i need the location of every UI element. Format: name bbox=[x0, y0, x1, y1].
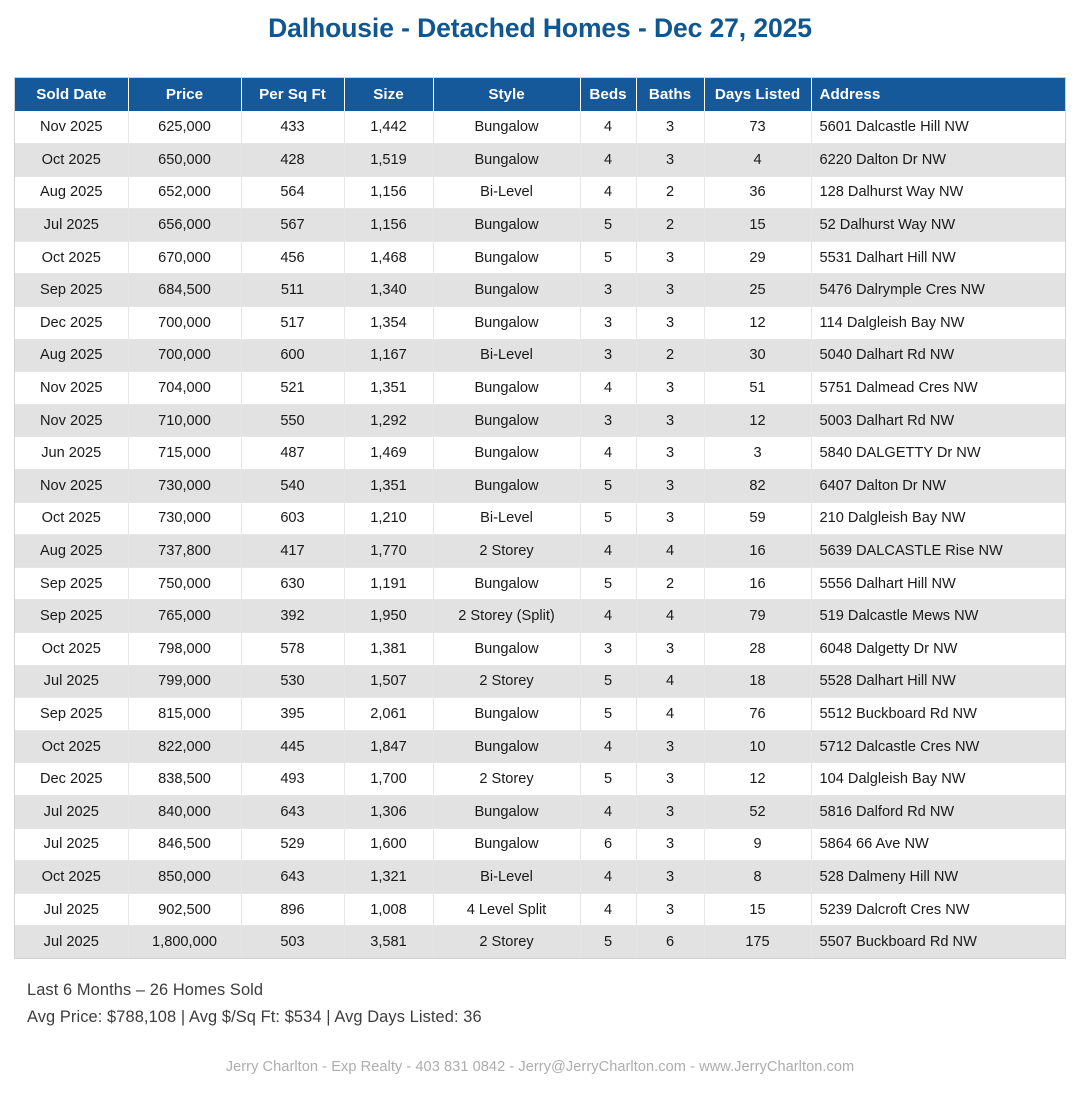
cell-address: 5040 Dalhart Rd NW bbox=[811, 339, 1065, 372]
page-title: Dalhousie - Detached Homes - Dec 27, 2025 bbox=[268, 13, 812, 43]
cell-days-listed: 82 bbox=[704, 470, 811, 503]
cell-sold-date: Dec 2025 bbox=[15, 307, 128, 340]
cell-style: 2 Storey bbox=[433, 926, 580, 959]
cell-per-sq-ft: 417 bbox=[241, 535, 344, 568]
cell-address: 5840 DALGETTY Dr NW bbox=[811, 437, 1065, 470]
cell-price: 625,000 bbox=[128, 111, 241, 144]
table-body bbox=[15, 111, 1065, 958]
sales-table-container bbox=[14, 77, 1066, 959]
cell-sold-date: Jul 2025 bbox=[15, 926, 128, 959]
cell-beds: 3 bbox=[580, 339, 636, 372]
cell-days-listed: 79 bbox=[704, 600, 811, 633]
table-row bbox=[15, 144, 1065, 177]
cell-address: 5639 DALCASTLE Rise NW bbox=[811, 535, 1065, 568]
cell-baths: 2 bbox=[636, 209, 704, 242]
cell-address: 5239 Dalcroft Cres NW bbox=[811, 893, 1065, 926]
table-row bbox=[15, 339, 1065, 372]
column-header-per-sq-ft[interactable]: Per Sq Ft bbox=[241, 78, 344, 111]
cell-style: Bungalow bbox=[433, 209, 580, 242]
cell-days-listed: 30 bbox=[704, 339, 811, 372]
cell-days-listed: 12 bbox=[704, 404, 811, 437]
cell-address: 104 Dalgleish Bay NW bbox=[811, 763, 1065, 796]
cell-address: 5864 66 Ave NW bbox=[811, 828, 1065, 861]
cell-days-listed: 15 bbox=[704, 209, 811, 242]
cell-days-listed: 175 bbox=[704, 926, 811, 959]
table-row bbox=[15, 926, 1065, 959]
cell-beds: 5 bbox=[580, 209, 636, 242]
table-row bbox=[15, 600, 1065, 633]
summary-block bbox=[27, 981, 482, 1035]
table-row bbox=[15, 372, 1065, 405]
cell-days-listed: 52 bbox=[704, 795, 811, 828]
cell-baths: 3 bbox=[636, 893, 704, 926]
cell-baths: 3 bbox=[636, 437, 704, 470]
cell-address: 5531 Dalhart Hill NW bbox=[811, 241, 1065, 274]
cell-sold-date: Oct 2025 bbox=[15, 502, 128, 535]
cell-sold-date: Oct 2025 bbox=[15, 633, 128, 666]
cell-price: 822,000 bbox=[128, 730, 241, 763]
cell-sold-date: Nov 2025 bbox=[15, 470, 128, 503]
cell-baths: 6 bbox=[636, 926, 704, 959]
cell-days-listed: 73 bbox=[704, 111, 811, 144]
cell-address: 114 Dalgleish Bay NW bbox=[811, 307, 1065, 340]
cell-per-sq-ft: 578 bbox=[241, 633, 344, 666]
cell-days-listed: 18 bbox=[704, 665, 811, 698]
cell-per-sq-ft: 530 bbox=[241, 665, 344, 698]
cell-per-sq-ft: 503 bbox=[241, 926, 344, 959]
cell-style: Bungalow bbox=[433, 144, 580, 177]
cell-per-sq-ft: 487 bbox=[241, 437, 344, 470]
cell-per-sq-ft: 643 bbox=[241, 861, 344, 894]
cell-style: Bungalow bbox=[433, 404, 580, 437]
cell-sold-date: Aug 2025 bbox=[15, 339, 128, 372]
cell-sold-date: Oct 2025 bbox=[15, 861, 128, 894]
cell-per-sq-ft: 428 bbox=[241, 144, 344, 177]
cell-days-listed: 25 bbox=[704, 274, 811, 307]
cell-style: Bungalow bbox=[433, 828, 580, 861]
cell-baths: 3 bbox=[636, 730, 704, 763]
cell-beds: 4 bbox=[580, 893, 636, 926]
cell-style: Bungalow bbox=[433, 241, 580, 274]
table-row bbox=[15, 795, 1065, 828]
table-header-row bbox=[15, 78, 1065, 111]
cell-size: 1,210 bbox=[344, 502, 433, 535]
cell-per-sq-ft: 600 bbox=[241, 339, 344, 372]
cell-days-listed: 8 bbox=[704, 861, 811, 894]
cell-size: 3,581 bbox=[344, 926, 433, 959]
cell-sold-date: Jul 2025 bbox=[15, 665, 128, 698]
cell-style: 4 Level Split bbox=[433, 893, 580, 926]
sales-table bbox=[15, 78, 1065, 958]
cell-baths: 3 bbox=[636, 404, 704, 437]
cell-price: 799,000 bbox=[128, 665, 241, 698]
cell-size: 1,351 bbox=[344, 470, 433, 503]
cell-per-sq-ft: 395 bbox=[241, 698, 344, 731]
cell-size: 1,381 bbox=[344, 633, 433, 666]
cell-style: Bungalow bbox=[433, 567, 580, 600]
cell-address: 6407 Dalton Dr NW bbox=[811, 470, 1065, 503]
cell-price: 838,500 bbox=[128, 763, 241, 796]
cell-size: 1,519 bbox=[344, 144, 433, 177]
cell-address: 519 Dalcastle Mews NW bbox=[811, 600, 1065, 633]
cell-beds: 4 bbox=[580, 372, 636, 405]
cell-address: 5816 Dalford Rd NW bbox=[811, 795, 1065, 828]
cell-price: 700,000 bbox=[128, 339, 241, 372]
cell-beds: 5 bbox=[580, 567, 636, 600]
cell-per-sq-ft: 511 bbox=[241, 274, 344, 307]
cell-days-listed: 76 bbox=[704, 698, 811, 731]
cell-price: 902,500 bbox=[128, 893, 241, 926]
cell-size: 1,321 bbox=[344, 861, 433, 894]
table-row bbox=[15, 274, 1065, 307]
cell-price: 750,000 bbox=[128, 567, 241, 600]
cell-per-sq-ft: 630 bbox=[241, 567, 344, 600]
cell-beds: 4 bbox=[580, 111, 636, 144]
cell-sold-date: Aug 2025 bbox=[15, 176, 128, 209]
cell-days-listed: 51 bbox=[704, 372, 811, 405]
cell-size: 1,156 bbox=[344, 209, 433, 242]
cell-baths: 4 bbox=[636, 600, 704, 633]
cell-address: 5476 Dalrymple Cres NW bbox=[811, 274, 1065, 307]
cell-price: 652,000 bbox=[128, 176, 241, 209]
cell-style: Bi-Level bbox=[433, 339, 580, 372]
cell-per-sq-ft: 603 bbox=[241, 502, 344, 535]
cell-baths: 3 bbox=[636, 470, 704, 503]
cell-style: Bi-Level bbox=[433, 861, 580, 894]
cell-style: Bi-Level bbox=[433, 176, 580, 209]
cell-per-sq-ft: 493 bbox=[241, 763, 344, 796]
cell-beds: 6 bbox=[580, 828, 636, 861]
cell-price: 710,000 bbox=[128, 404, 241, 437]
cell-size: 1,600 bbox=[344, 828, 433, 861]
cell-per-sq-ft: 392 bbox=[241, 600, 344, 633]
column-header-address[interactable]: Address bbox=[811, 78, 1065, 111]
cell-baths: 3 bbox=[636, 763, 704, 796]
cell-address: 6220 Dalton Dr NW bbox=[811, 144, 1065, 177]
cell-price: 765,000 bbox=[128, 600, 241, 633]
cell-size: 1,847 bbox=[344, 730, 433, 763]
cell-sold-date: Sep 2025 bbox=[15, 274, 128, 307]
cell-days-listed: 12 bbox=[704, 307, 811, 340]
cell-style: 2 Storey bbox=[433, 535, 580, 568]
cell-style: Bungalow bbox=[433, 274, 580, 307]
cell-sold-date: Oct 2025 bbox=[15, 144, 128, 177]
cell-baths: 3 bbox=[636, 274, 704, 307]
table-header bbox=[15, 78, 1065, 111]
cell-price: 1,800,000 bbox=[128, 926, 241, 959]
cell-style: Bungalow bbox=[433, 633, 580, 666]
cell-beds: 5 bbox=[580, 241, 636, 274]
cell-beds: 3 bbox=[580, 633, 636, 666]
cell-sold-date: Jul 2025 bbox=[15, 828, 128, 861]
column-header-beds[interactable]: Beds bbox=[580, 78, 636, 111]
cell-address: 52 Dalhurst Way NW bbox=[811, 209, 1065, 242]
cell-size: 1,950 bbox=[344, 600, 433, 633]
table-row bbox=[15, 535, 1065, 568]
cell-baths: 4 bbox=[636, 535, 704, 568]
cell-sold-date: Nov 2025 bbox=[15, 404, 128, 437]
cell-beds: 4 bbox=[580, 535, 636, 568]
cell-sold-date: Jul 2025 bbox=[15, 893, 128, 926]
table-row bbox=[15, 828, 1065, 861]
cell-per-sq-ft: 550 bbox=[241, 404, 344, 437]
cell-baths: 3 bbox=[636, 633, 704, 666]
cell-beds: 4 bbox=[580, 795, 636, 828]
cell-beds: 4 bbox=[580, 176, 636, 209]
cell-per-sq-ft: 445 bbox=[241, 730, 344, 763]
cell-baths: 2 bbox=[636, 567, 704, 600]
cell-sold-date: Dec 2025 bbox=[15, 763, 128, 796]
cell-size: 1,354 bbox=[344, 307, 433, 340]
cell-size: 1,507 bbox=[344, 665, 433, 698]
cell-price: 846,500 bbox=[128, 828, 241, 861]
table-row bbox=[15, 502, 1065, 535]
column-header-size[interactable]: Size bbox=[344, 78, 433, 111]
cell-baths: 2 bbox=[636, 339, 704, 372]
cell-address: 5712 Dalcastle Cres NW bbox=[811, 730, 1065, 763]
cell-beds: 4 bbox=[580, 730, 636, 763]
cell-sold-date: Aug 2025 bbox=[15, 535, 128, 568]
cell-size: 1,306 bbox=[344, 795, 433, 828]
cell-style: 2 Storey bbox=[433, 665, 580, 698]
cell-days-listed: 9 bbox=[704, 828, 811, 861]
table-row bbox=[15, 633, 1065, 666]
cell-days-listed: 10 bbox=[704, 730, 811, 763]
cell-address: 210 Dalgleish Bay NW bbox=[811, 502, 1065, 535]
cell-size: 1,191 bbox=[344, 567, 433, 600]
cell-baths: 3 bbox=[636, 241, 704, 274]
cell-baths: 3 bbox=[636, 502, 704, 535]
cell-style: 2 Storey (Split) bbox=[433, 600, 580, 633]
cell-baths: 3 bbox=[636, 307, 704, 340]
cell-price: 730,000 bbox=[128, 470, 241, 503]
cell-address: 6048 Dalgetty Dr NW bbox=[811, 633, 1065, 666]
table-row bbox=[15, 437, 1065, 470]
cell-per-sq-ft: 529 bbox=[241, 828, 344, 861]
cell-size: 1,167 bbox=[344, 339, 433, 372]
cell-style: Bi-Level bbox=[433, 502, 580, 535]
cell-address: 5556 Dalhart Hill NW bbox=[811, 567, 1065, 600]
cell-per-sq-ft: 517 bbox=[241, 307, 344, 340]
cell-style: Bungalow bbox=[433, 470, 580, 503]
cell-style: Bungalow bbox=[433, 307, 580, 340]
cell-beds: 3 bbox=[580, 404, 636, 437]
cell-days-listed: 59 bbox=[704, 502, 811, 535]
cell-price: 700,000 bbox=[128, 307, 241, 340]
table-row bbox=[15, 763, 1065, 796]
cell-price: 670,000 bbox=[128, 241, 241, 274]
cell-sold-date: Sep 2025 bbox=[15, 600, 128, 633]
table-row bbox=[15, 567, 1065, 600]
column-header-days-listed[interactable]: Days Listed bbox=[704, 78, 811, 111]
cell-per-sq-ft: 567 bbox=[241, 209, 344, 242]
table-row bbox=[15, 698, 1065, 731]
cell-address: 528 Dalmeny Hill NW bbox=[811, 861, 1065, 894]
cell-price: 704,000 bbox=[128, 372, 241, 405]
cell-price: 684,500 bbox=[128, 274, 241, 307]
cell-style: 2 Storey bbox=[433, 763, 580, 796]
cell-size: 1,468 bbox=[344, 241, 433, 274]
cell-address: 128 Dalhurst Way NW bbox=[811, 176, 1065, 209]
cell-size: 1,770 bbox=[344, 535, 433, 568]
cell-price: 656,000 bbox=[128, 209, 241, 242]
cell-days-listed: 36 bbox=[704, 176, 811, 209]
cell-beds: 5 bbox=[580, 763, 636, 796]
cell-per-sq-ft: 564 bbox=[241, 176, 344, 209]
column-header-price[interactable]: Price bbox=[128, 78, 241, 111]
cell-sold-date: Sep 2025 bbox=[15, 698, 128, 731]
cell-beds: 5 bbox=[580, 665, 636, 698]
cell-price: 815,000 bbox=[128, 698, 241, 731]
cell-address: 5507 Buckboard Rd NW bbox=[811, 926, 1065, 959]
cell-beds: 5 bbox=[580, 926, 636, 959]
cell-address: 5512 Buckboard Rd NW bbox=[811, 698, 1065, 731]
cell-style: Bungalow bbox=[433, 698, 580, 731]
cell-style: Bungalow bbox=[433, 730, 580, 763]
summary-stats: Avg Price: $788,108 | Avg $/Sq Ft: $534 | Avg Days Listed: 36 bbox=[27, 1008, 482, 1026]
cell-sold-date: Nov 2025 bbox=[15, 111, 128, 144]
table-row bbox=[15, 665, 1065, 698]
table-row bbox=[15, 307, 1065, 340]
cell-days-listed: 12 bbox=[704, 763, 811, 796]
cell-per-sq-ft: 540 bbox=[241, 470, 344, 503]
cell-size: 1,469 bbox=[344, 437, 433, 470]
cell-days-listed: 28 bbox=[704, 633, 811, 666]
cell-per-sq-ft: 643 bbox=[241, 795, 344, 828]
cell-per-sq-ft: 521 bbox=[241, 372, 344, 405]
cell-address: 5003 Dalhart Rd NW bbox=[811, 404, 1065, 437]
table-row bbox=[15, 730, 1065, 763]
cell-days-listed: 15 bbox=[704, 893, 811, 926]
table-row bbox=[15, 176, 1065, 209]
cell-beds: 5 bbox=[580, 698, 636, 731]
cell-baths: 4 bbox=[636, 665, 704, 698]
cell-baths: 3 bbox=[636, 372, 704, 405]
table-row bbox=[15, 209, 1065, 242]
cell-style: Bungalow bbox=[433, 372, 580, 405]
table-row bbox=[15, 404, 1065, 437]
cell-baths: 2 bbox=[636, 176, 704, 209]
cell-size: 1,008 bbox=[344, 893, 433, 926]
cell-price: 650,000 bbox=[128, 144, 241, 177]
cell-size: 1,700 bbox=[344, 763, 433, 796]
cell-sold-date: Jun 2025 bbox=[15, 437, 128, 470]
column-header-baths[interactable]: Baths bbox=[636, 78, 704, 111]
cell-sold-date: Oct 2025 bbox=[15, 241, 128, 274]
cell-style: Bungalow bbox=[433, 795, 580, 828]
table-row bbox=[15, 861, 1065, 894]
cell-sold-date: Oct 2025 bbox=[15, 730, 128, 763]
table-row bbox=[15, 470, 1065, 503]
cell-baths: 3 bbox=[636, 144, 704, 177]
cell-beds: 4 bbox=[580, 144, 636, 177]
cell-price: 840,000 bbox=[128, 795, 241, 828]
cell-per-sq-ft: 456 bbox=[241, 241, 344, 274]
attribution-footer: Jerry Charlton - Exp Realty - 403 831 0842 - Jerry@JerryCharlton.com - www.JerryCharlton.com bbox=[225, 1059, 855, 1075]
cell-per-sq-ft: 896 bbox=[241, 893, 344, 926]
table-row bbox=[15, 241, 1065, 274]
cell-baths: 3 bbox=[636, 828, 704, 861]
cell-days-listed: 3 bbox=[704, 437, 811, 470]
cell-sold-date: Nov 2025 bbox=[15, 372, 128, 405]
cell-price: 715,000 bbox=[128, 437, 241, 470]
table-row bbox=[15, 893, 1065, 926]
column-header-sold-date[interactable]: Sold Date bbox=[15, 78, 128, 111]
cell-beds: 3 bbox=[580, 274, 636, 307]
cell-beds: 4 bbox=[580, 600, 636, 633]
cell-beds: 4 bbox=[580, 861, 636, 894]
cell-price: 850,000 bbox=[128, 861, 241, 894]
summary-period: Last 6 Months – 26 Homes Sold bbox=[27, 981, 264, 999]
cell-days-listed: 4 bbox=[704, 144, 811, 177]
cell-style: Bungalow bbox=[433, 111, 580, 144]
cell-price: 737,800 bbox=[128, 535, 241, 568]
cell-baths: 4 bbox=[636, 698, 704, 731]
table-row bbox=[15, 111, 1065, 144]
cell-address: 5601 Dalcastle Hill NW bbox=[811, 111, 1065, 144]
cell-address: 5751 Dalmead Cres NW bbox=[811, 372, 1065, 405]
cell-size: 1,156 bbox=[344, 176, 433, 209]
cell-baths: 3 bbox=[636, 795, 704, 828]
cell-price: 730,000 bbox=[128, 502, 241, 535]
cell-address: 5528 Dalhart Hill NW bbox=[811, 665, 1065, 698]
cell-size: 1,351 bbox=[344, 372, 433, 405]
cell-size: 1,340 bbox=[344, 274, 433, 307]
cell-size: 1,442 bbox=[344, 111, 433, 144]
cell-baths: 3 bbox=[636, 111, 704, 144]
column-header-style[interactable]: Style bbox=[433, 78, 580, 111]
cell-beds: 3 bbox=[580, 307, 636, 340]
cell-days-listed: 16 bbox=[704, 535, 811, 568]
cell-beds: 4 bbox=[580, 437, 636, 470]
cell-beds: 5 bbox=[580, 502, 636, 535]
cell-sold-date: Sep 2025 bbox=[15, 567, 128, 600]
cell-baths: 3 bbox=[636, 861, 704, 894]
cell-beds: 5 bbox=[580, 470, 636, 503]
cell-sold-date: Jul 2025 bbox=[15, 209, 128, 242]
cell-per-sq-ft: 433 bbox=[241, 111, 344, 144]
cell-size: 2,061 bbox=[344, 698, 433, 731]
cell-size: 1,292 bbox=[344, 404, 433, 437]
cell-style: Bungalow bbox=[433, 437, 580, 470]
cell-days-listed: 29 bbox=[704, 241, 811, 274]
cell-sold-date: Jul 2025 bbox=[15, 795, 128, 828]
cell-days-listed: 16 bbox=[704, 567, 811, 600]
cell-price: 798,000 bbox=[128, 633, 241, 666]
